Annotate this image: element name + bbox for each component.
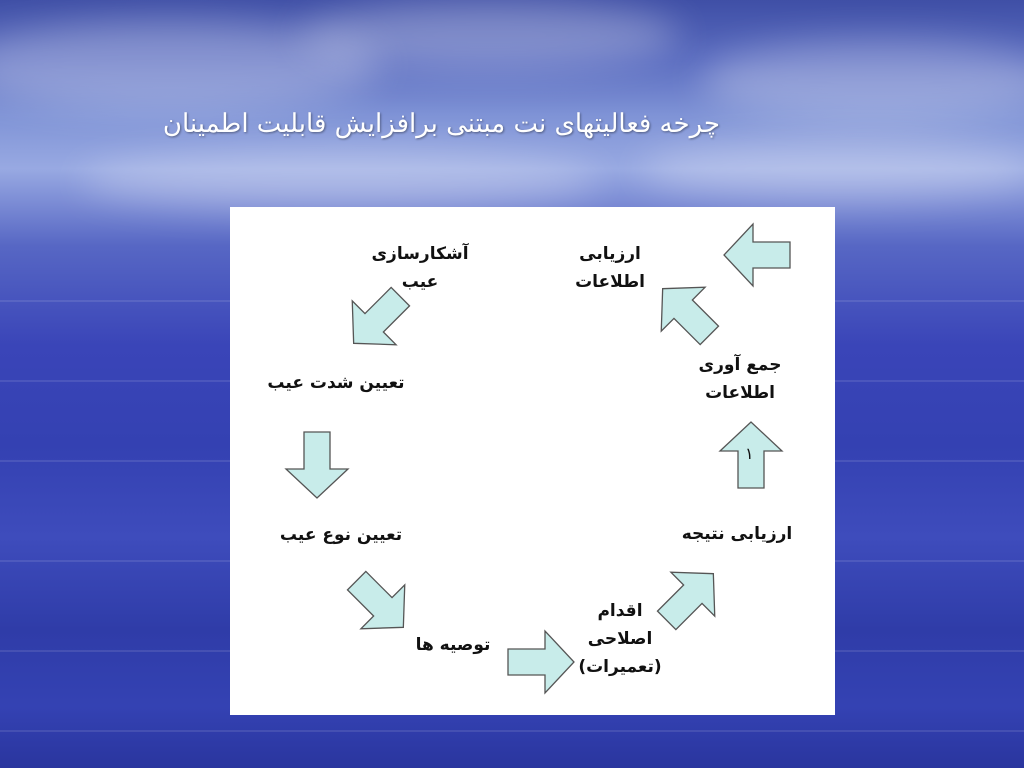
node-line: توصیه ها bbox=[415, 635, 491, 655]
cycle-diagram bbox=[230, 207, 835, 715]
cloud-3 bbox=[700, 40, 1024, 120]
node-evaluate-information bbox=[530, 240, 690, 296]
node-detect-fault bbox=[340, 240, 500, 296]
cloud-5 bbox=[640, 140, 1024, 200]
arrow-evaluate-to-detect bbox=[724, 224, 790, 286]
node-fault-type bbox=[246, 521, 436, 549]
node-line: اطلاعات bbox=[705, 383, 775, 403]
node-line: عیب bbox=[401, 272, 439, 292]
arrow-severity-to-type bbox=[286, 432, 348, 498]
node-corrective-action bbox=[555, 597, 685, 681]
node-evaluate-result bbox=[662, 520, 812, 548]
node-line: اقدام bbox=[597, 601, 643, 621]
node-line: ارزیابی bbox=[579, 244, 641, 264]
node-line: تعیین شدت عیب bbox=[267, 373, 405, 393]
node-line: اصلاحی bbox=[587, 629, 653, 649]
node-recommendations bbox=[398, 631, 508, 659]
node-line: آشکارسازی bbox=[371, 244, 469, 264]
node-line: اطلاعات bbox=[575, 272, 645, 292]
node-line: جمع آوری bbox=[698, 355, 782, 375]
slide-title: چرخه فعالیتهای نت مبتنی برافزایش قابلیت اطمینان bbox=[162, 109, 720, 139]
node-line: (تعمیرات) bbox=[578, 657, 662, 677]
start-marker: ۱ bbox=[745, 444, 754, 463]
cloud-2 bbox=[300, 0, 680, 70]
node-collect-information bbox=[670, 351, 810, 407]
node-fault-severity bbox=[236, 369, 436, 397]
node-line: تعیین نوع عیب bbox=[279, 525, 403, 545]
cloud-4 bbox=[80, 150, 600, 210]
water-line bbox=[0, 730, 1024, 732]
node-line: ارزیابی نتیجه bbox=[681, 524, 793, 544]
